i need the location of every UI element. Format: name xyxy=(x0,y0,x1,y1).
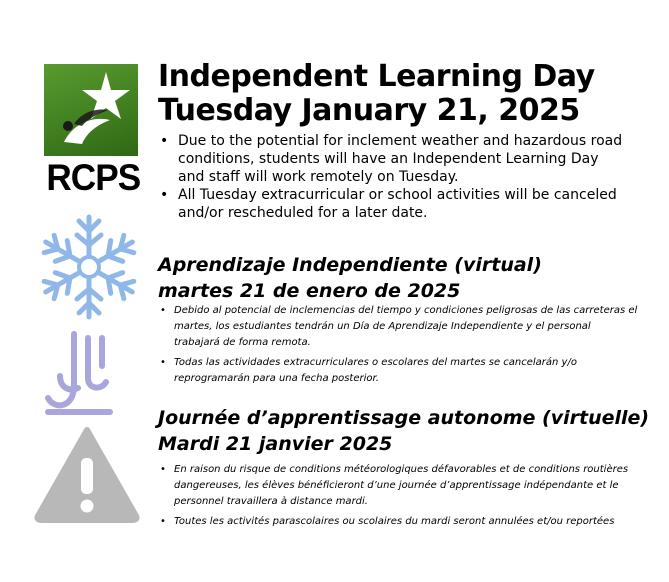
french-title-line2: Mardi 21 janvier 2025 xyxy=(158,433,393,455)
list-item: • Todas las actividades extracurriculares o escolares del martes se cancelarán y/o reprogramarán para una fecha posterior. xyxy=(158,355,638,387)
french-bullets xyxy=(158,462,638,530)
list-item: • Due to the potential for inclement weather and hazardous road conditions, students will have an Independent Learning Day and staff will work remotely on Tuesday. xyxy=(158,132,628,186)
english-bullets xyxy=(158,132,628,222)
logo-text: RCPS xyxy=(46,157,141,198)
logo-emblem xyxy=(44,64,138,156)
spanish-title-line2: martes 21 de enero de 2025 xyxy=(158,280,461,302)
spanish-title xyxy=(158,252,638,304)
snowflake-icon xyxy=(34,212,144,322)
spanish-bullets xyxy=(158,303,638,387)
french-title xyxy=(158,405,658,457)
list-item: • Debido al potencial de inclemencias del tiempo y condiciones peligrosas de las carreteras el martes, los estudiantes tendrán un Día de Aprendizaje Independiente y el personal trabajará de forma remota. xyxy=(158,303,638,351)
list-item: • En raison du risque de conditions météorologiques défavorables et de conditions routières dangereuses, les élèves bénéficieront d’une journée d’apprentissage indépendante et le personnel travaillera à distance mardi. xyxy=(158,462,638,510)
star-swoosh-icon xyxy=(44,64,138,156)
rcps-logo xyxy=(44,64,141,199)
list-item: • All Tuesday extracurricular or school activities will be canceled and/or rescheduled for a later date. xyxy=(158,186,628,222)
french-title-line1: Journée d’apprentissage autonome (virtuelle) xyxy=(158,407,650,429)
wind-icon xyxy=(40,330,130,420)
spanish-title-line1: Aprendizaje Independiente (virtual) xyxy=(158,254,542,276)
warning-triangle-icon xyxy=(32,424,142,524)
english-title xyxy=(158,60,658,128)
english-title-line2: Tuesday January 21, 2025 xyxy=(158,93,580,128)
list-item: • Toutes les activités parascolaires ou scolaires du mardi seront annulées et/ou reportées xyxy=(158,514,638,530)
english-title-line1: Independent Learning Day xyxy=(158,59,595,94)
